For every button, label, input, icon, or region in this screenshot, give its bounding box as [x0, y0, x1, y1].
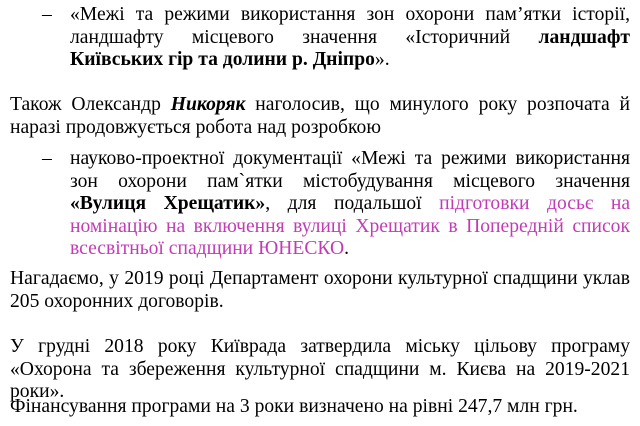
highlighted-unesco-text: підготовки досьє на номінацію на включення вулиці Хрещатик в Попередній список всесвітньої спадщини ЮНЕСКО — [70, 193, 631, 259]
list-dash: – — [42, 148, 52, 169]
paragraph-contracts: Нагадаємо, у 2019 році Департамент охорони культурної спадщини уклав 205 охоронних договорів. — [10, 268, 630, 312]
list-item-khreshchatyk — [42, 148, 630, 261]
paragraph-nykoriak — [10, 94, 630, 139]
list-item-text: «Межі та режими використання зон охорони пам’ятки історії, ландшафту місцевого значення «Історичний — [70, 4, 630, 48]
paragraph-financing: Фінансування програми на 3 роки визначено на рівні 247,7 млн грн. — [10, 396, 578, 417]
bold-landscape-name: ландшафт Київських гір та долини р. Дніпро — [70, 26, 630, 70]
list-item-text-end: ». — [374, 49, 390, 70]
list-dash: – — [42, 4, 52, 25]
paragraph-text-end: наголосив, що минулого року розпочата й наразі продовжується робота над розробкою — [10, 94, 631, 138]
person-name: Никоряк — [170, 94, 246, 115]
list-item-text: науково-проектної документації «Межі та режими використання зон охорони пам`ятки містобудування місцевого значення — [70, 148, 630, 192]
paragraph-text: Також Олександр — [10, 94, 171, 115]
list-item-text-mid: , для подальшої — [265, 193, 440, 214]
bold-street-name: «Вулиця Хрещатик» — [70, 193, 266, 214]
paragraph-program: У грудні 2018 року Київрада затвердила міську цільову програму «Охорона та збереження культурної спадщини м. Києва на 2019-2021 роки». — [10, 336, 630, 402]
list-item-boundaries-landscape — [42, 4, 630, 72]
list-item-text-end: . — [344, 238, 350, 259]
